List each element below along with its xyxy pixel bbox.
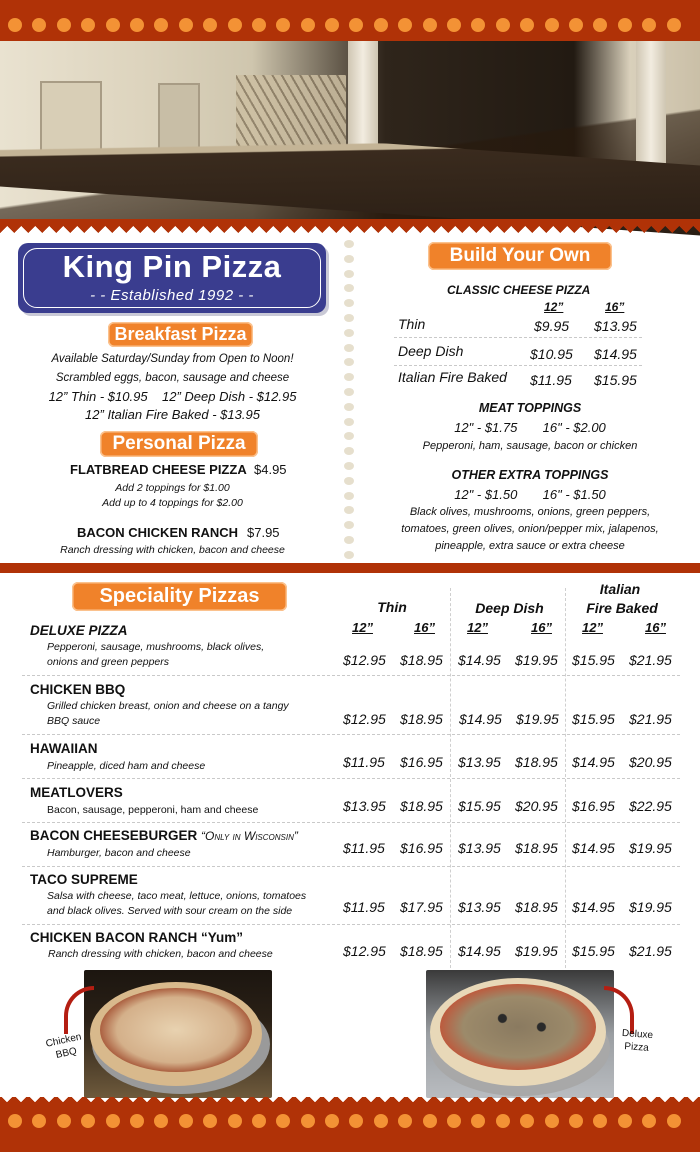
pizza-row-bacon-cheeseburger: BACON CHEESEBURGER “Only in Wisconsin” Hamburger, bacon and cheese $11.95 $16.95 $13.95 $18.95 $14.95 $19.95: [22, 824, 680, 867]
crust-header-thin: Thin: [377, 599, 407, 615]
top-border-band: [0, 0, 700, 41]
pizza-row-hawaiian: HAWAIIAN Pineapple, diced ham and cheese $11.95 $16.95 $13.95 $18.95 $14.95 $20.95: [22, 736, 680, 779]
deluxe-pizza-caption: Deluxe Pizza: [621, 1027, 654, 1054]
crust-header-fire-baked: Fire Baked: [586, 600, 658, 616]
pizza-row-taco-supreme: TACO SUPREME Salsa with cheese, taco meat, lettuce, onions, tomatoes and black olives. Served with sour cream on the side $11.95 $17.95 $13.95 $18.95 $14.95 $19.95: [22, 868, 680, 925]
build-your-own-heading: Build Your Own: [428, 242, 612, 270]
byo-row-thin: Thin $9.95 $13.95: [394, 314, 642, 338]
personal-pizza-heading: Personal Pizza: [100, 431, 258, 457]
classic-cheese-heading: CLASSIC CHEESE PIZZA: [447, 283, 591, 297]
flatbread-price: $4.95: [254, 462, 287, 477]
chicken-bbq-caption: Chicken BBQ: [44, 1031, 83, 1061]
other-toppings-heading: OTHER EXTRA TOPPINGS: [451, 468, 609, 482]
breakfast-prices-fire-baked: 12” Italian Fire Baked - $13.95: [85, 407, 260, 422]
crust-header-deep-dish: Deep Dish: [475, 600, 544, 616]
decorative-dots: [8, 18, 700, 32]
meat-toppings-prices: 12" - $1.75 16" - $2.00: [454, 420, 606, 435]
pizza-row-chicken-bacon-ranch: CHICKEN BACON RANCH “Yum” Ranch dressing with chicken, bacon and cheese $12.95 $18.95 $14.95 $19.95 $15.95 $21.95: [30, 930, 672, 960]
bottom-border-band: [0, 1106, 700, 1152]
size-header: 12”: [582, 620, 603, 635]
size-header: 16”: [414, 620, 435, 635]
pizza-row-chicken-bbq: CHICKEN BBQ Grilled chicken breast, onion and cheese on a tangy BBQ sauce $12.95 $18.95 $14.95 $19.95 $15.95 $21.95: [22, 677, 680, 735]
wisconsin-tagline: “Only in Wisconsin”: [201, 829, 298, 843]
bacon-chicken-ranch-price: $7.95: [247, 525, 280, 540]
flatbread-note: Add up to 4 toppings for $2.00: [102, 497, 243, 509]
decorative-dots: [8, 1114, 700, 1128]
crust-header-italian: Italian: [599, 581, 641, 597]
meat-toppings-heading: MEAT TOPPINGS: [478, 401, 582, 415]
other-toppings-list: pineapple, extra sauce or extra cheese: [435, 540, 625, 552]
restaurant-name: King Pin Pizza: [62, 249, 282, 284]
size-header: 16”: [645, 620, 666, 635]
size-header: 12”: [352, 620, 373, 635]
bacon-chicken-ranch-desc: Ranch dressing with chicken, bacon and cheese: [60, 544, 285, 556]
breakfast-pizza-heading: Breakfast Pizza: [108, 322, 253, 347]
other-toppings-prices: 12" - $1.50 16" - $1.50: [454, 487, 606, 502]
breakfast-prices: 12” Thin - $10.95 12” Deep Dish - $12.95: [48, 389, 297, 404]
pizza-row-deluxe: DELUXE PIZZA Pepperoni, sausage, mushrooms, black olives, onions and green peppers $12.95 $18.95 $14.95 $19.95 $15.95 $21.95: [22, 620, 680, 676]
deluxe-pizza-photo: [426, 970, 614, 1098]
speciality-pizzas-heading: Speciality Pizzas: [72, 582, 287, 611]
header-photo: [0, 41, 700, 219]
flatbread-note: Add 2 toppings for $1.00: [115, 482, 230, 494]
byo-row-deep-dish: Deep Dish $10.95 $14.95: [394, 338, 642, 366]
size-header: 12”: [467, 620, 488, 635]
established-year: - - Established 1992 - -: [90, 287, 254, 304]
zigzag-border: [0, 219, 700, 233]
section-divider-band: [0, 563, 700, 573]
size-12: 12”: [544, 300, 564, 314]
column-divider: [344, 240, 354, 556]
size-header: 16”: [531, 620, 552, 635]
breakfast-availability: Available Saturday/Sunday from Open to Noon!: [51, 353, 294, 365]
breakfast-description: Scrambled eggs, bacon, sausage and cheese: [55, 372, 290, 384]
restaurant-sign: [18, 243, 326, 313]
arrow-icon: [64, 986, 94, 1034]
chicken-bbq-photo: [84, 970, 272, 1098]
size-16: 16”: [605, 300, 625, 314]
meat-toppings-list: Pepperoni, ham, sausage, bacon or chicken: [422, 440, 638, 452]
flatbread-name: FLATBREAD CHEESE PIZZA: [70, 462, 247, 477]
byo-row-italian-fire-baked: Italian Fire Baked $11.95 $15.95: [398, 369, 637, 388]
other-toppings-list: tomatoes, green olives, onion/pepper mix, jalapenos,: [401, 523, 659, 535]
other-toppings-list: Black olives, mushrooms, onions, green peppers,: [409, 506, 651, 518]
bacon-chicken-ranch-name: BACON CHICKEN RANCH: [77, 525, 239, 540]
pizza-row-meatlovers: MEATLOVERS Bacon, sausage, pepperoni, ham and cheese $13.95 $18.95 $15.95 $20.95 $16.95 $22.95: [22, 780, 680, 823]
